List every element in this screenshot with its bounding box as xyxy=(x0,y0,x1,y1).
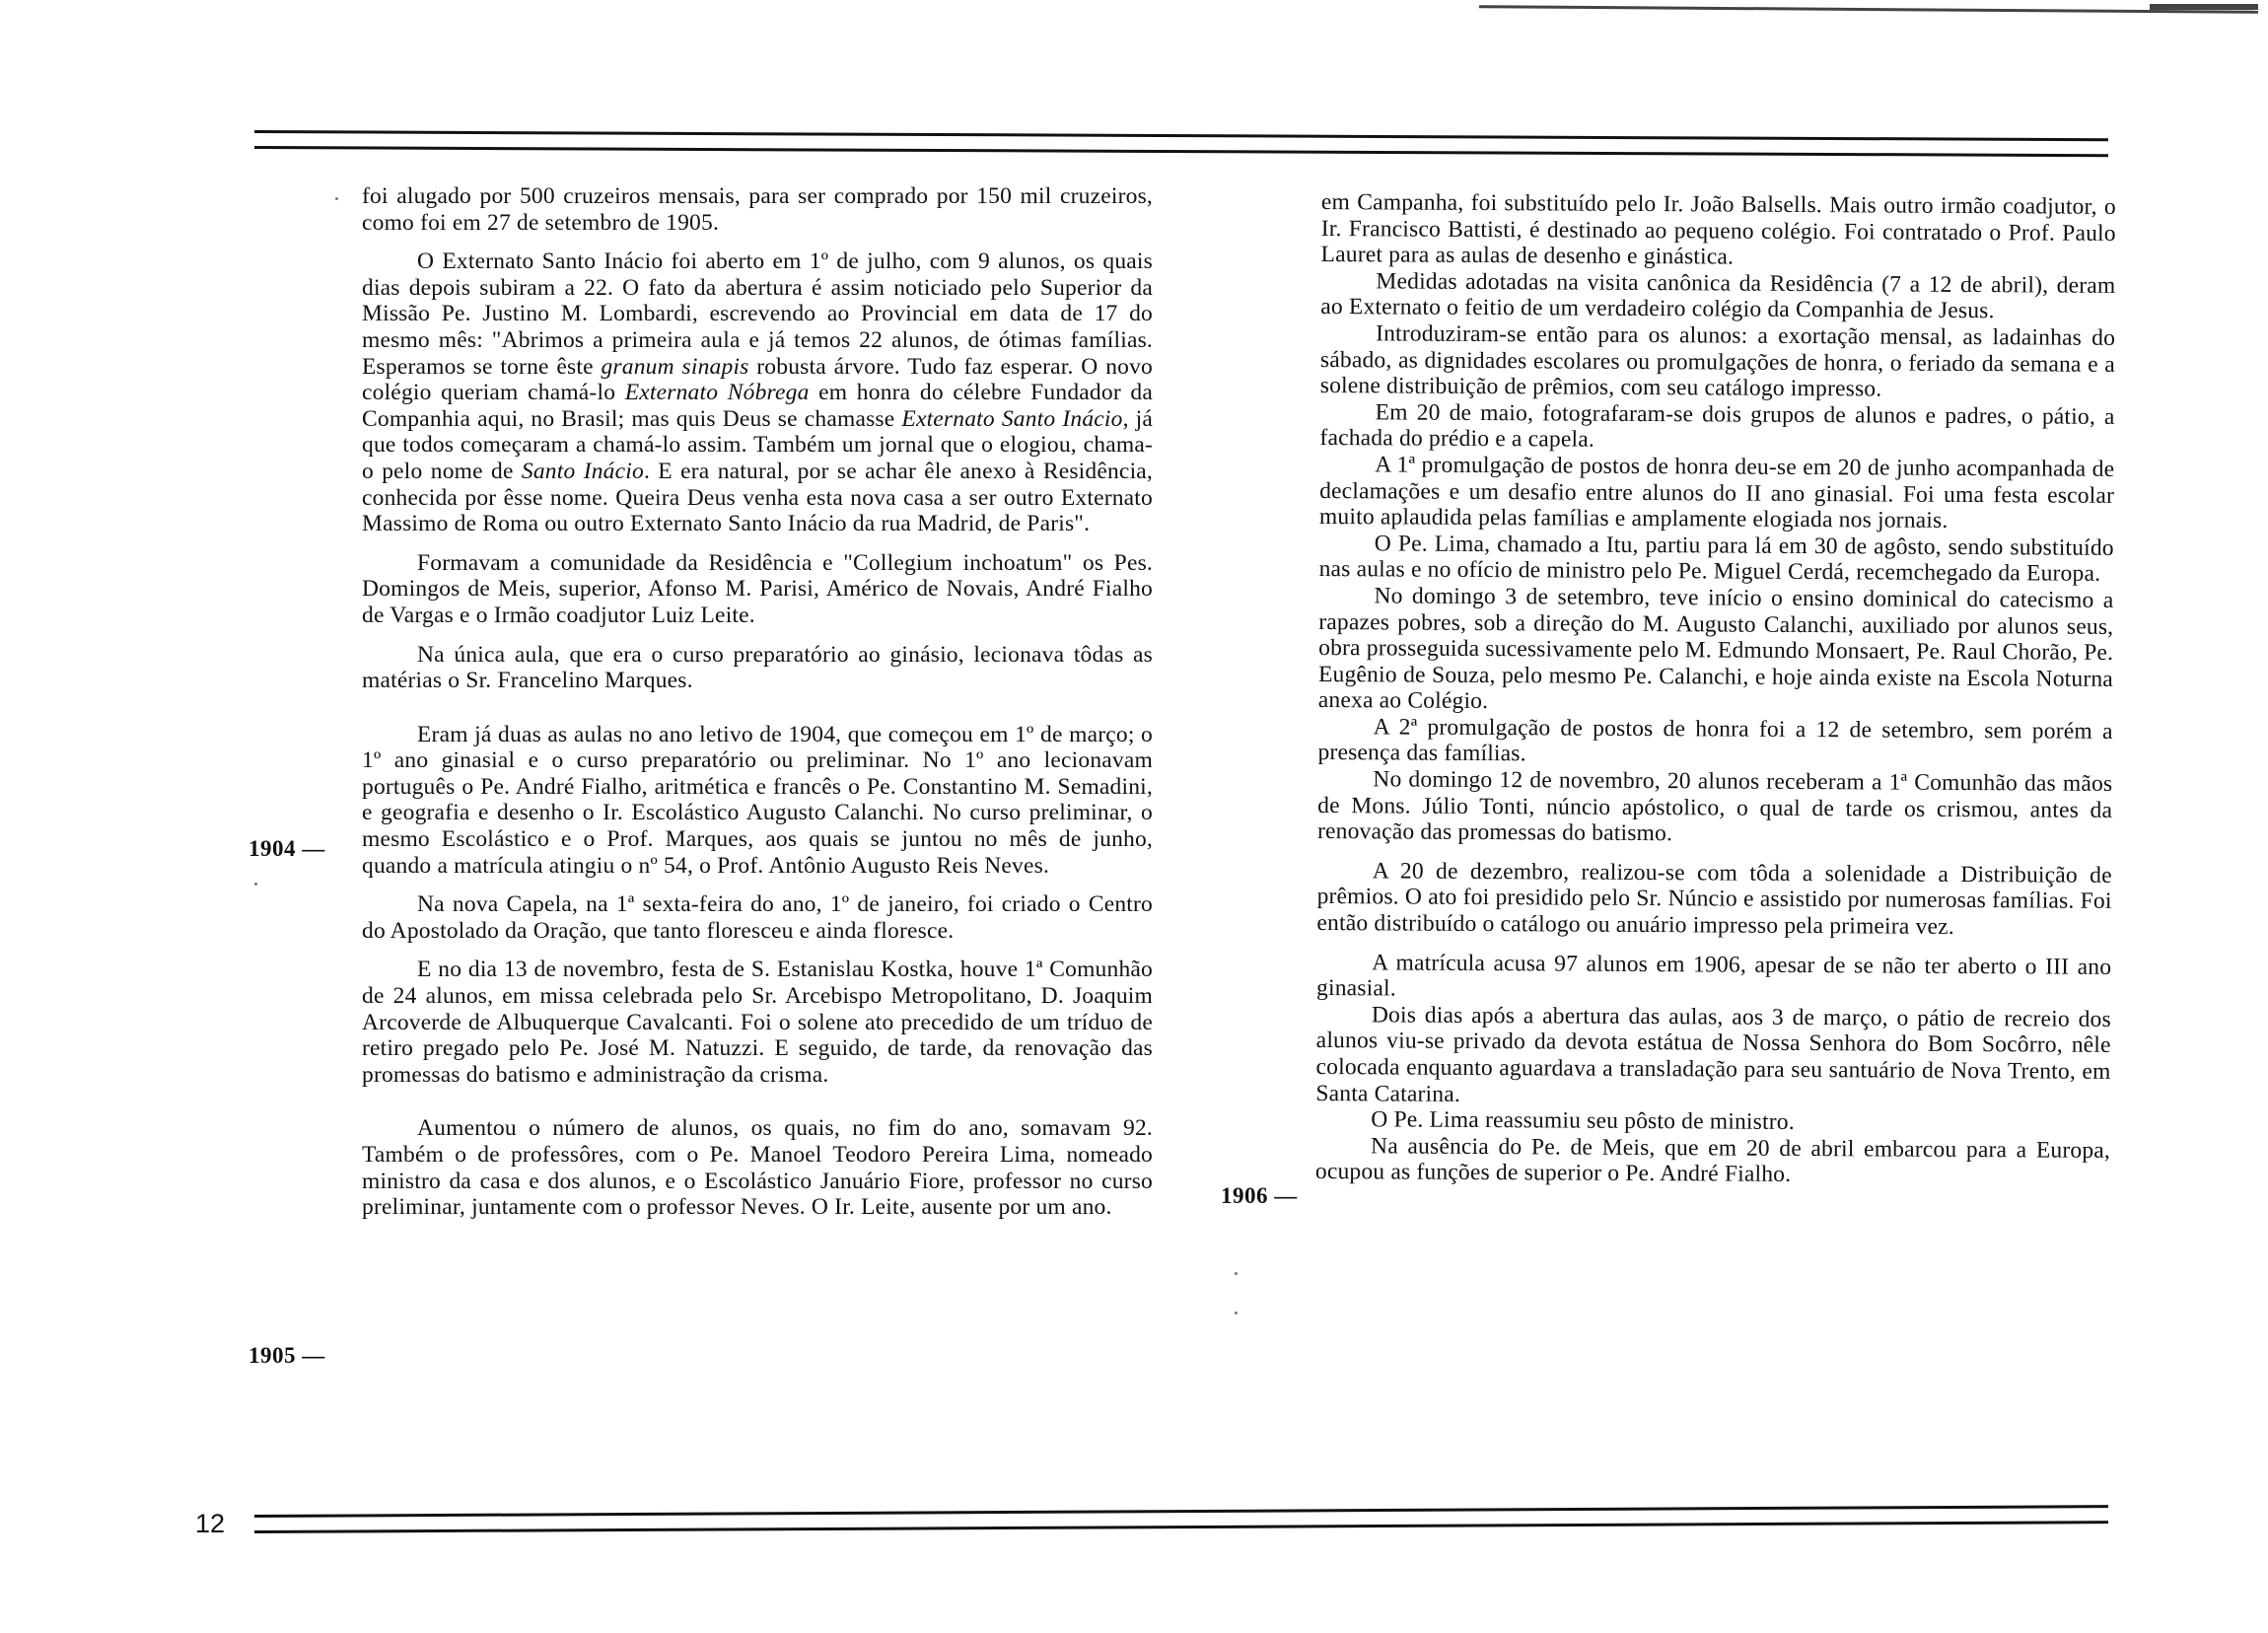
paragraph: Introduziram-se então para os alunos: a exortação mensal, as ladainhas do sábado, as dignidades escolares ou promulgações de honra, o feriado da semana e a solene distribuição de prêmios, com seu catálogo impresso. xyxy=(1319,320,2116,402)
paragraph-1906: A matrícula acusa 97 alunos em 1906, apesar de se não ter aberto o III ano ginasial. xyxy=(1315,949,2112,1002)
paragraph: A 1ª promulgação de postos de honra deu-se em 20 de junho acompanhada de declamações e um desafio entre alunos do II ano ginasial. Foi uma festa escolar muito aplaudida pelas famílias e amplamente elogiada nos jornais. xyxy=(1318,452,2115,534)
left-column xyxy=(362,183,1153,1221)
paragraph: E no dia 13 de novembro, festa de S. Estanislau Kostka, houve 1ª Comunhão de 24 alunos, em missa celebrada pelo Sr. Arcebispo Metropolitano, D. Joaquim Arcoverde de Albuquerque Cavalcanti. Foi o solene ato precedido de um tríduo de retiro pregado pelo Pe. José M. Natuzzi. E seguido, de tarde, da renovação das promessas do batismo e administração da crisma. xyxy=(362,957,1153,1088)
text-run: . E era natural, por se achar êle anexo à Residência, conhecida por êsse nome. Queira Deus venha esta nova casa a ser outro Externato Massimo de Roma ou outro Externato Santo Inácio da rua Madrid, de Paris". xyxy=(362,458,1154,537)
paragraph-1904: Eram já duas as aulas no ano letivo de 1904, que começou em 1º de março; o 1º ano ginasial e o curso preparatório ou preliminar. No 1º ano lecionavam português o Pe. André Fialho, aritmética e francês o Pe. Constantino M. Semadini, e geografia e desenho o Ir. Escolástico Augusto Calanchi. No curso preliminar, o mesmo Escolástico e o Prof. Marques, aos quais se juntou no mês de junho, quando a matrícula atingiu o nº 54, o Prof. Antônio Augusto Reis Neves. xyxy=(362,721,1153,879)
paragraph: foi alugado por 500 cruzeiros mensais, para ser comprado por 150 mil cruzeiros, como foi em 27 de setembro de 1905. xyxy=(362,183,1153,236)
right-column xyxy=(1315,189,2116,1190)
scan-speck xyxy=(1235,1272,1238,1275)
paragraph: em Campanha, foi substituído pelo Ir. João Balsells. Mais outro irmão coadjutor, o Ir. Francisco Battisti, é destinado ao pequeno colégio. Foi contratado o Prof. Paulo Lauret para as aulas de desenho e ginástica. xyxy=(1320,189,2116,270)
text-run: robusta árvore. Tudo faz esperar. O novo colégio queriam chamá-lo xyxy=(362,353,1153,406)
year-marker-1906: 1906 — xyxy=(1221,1183,1298,1208)
year-marker-1904: 1904 — xyxy=(248,836,325,861)
header-rule-top xyxy=(254,130,2108,141)
paragraph: Na única aula, que era o curso preparatório ao ginásio, lecionava tôdas as matérias o Sr. Francelino Marques. xyxy=(362,641,1153,694)
paragraph: Na ausência do Pe. de Meis, que em 20 de abril embarcou para a Europa, ocupou as funções de superior o Pe. André Fialho. xyxy=(1314,1133,2111,1188)
paragraph: O Pe. Lima, chamado a Itu, partiu para lá em 30 de agôsto, sendo substituído nas aulas e no ofício de ministro pelo Pe. Miguel Cerdá, recemchegado da Europa. xyxy=(1318,531,2114,588)
paragraph: A 20 de dezembro, realizou-se com tôda a solenidade a Distribuição de prêmios. O ato foi presidido pelo Sr. Núncio e assistido por numerosas famílias. Foi então distribuído o catálogo ou anuário impresso pela primeira vez. xyxy=(1316,858,2112,940)
italic-term: Externato Santo Inácio xyxy=(901,405,1123,432)
paragraph xyxy=(362,248,1153,537)
paragraph: O Pe. Lima reassumiu seu pôsto de ministro. xyxy=(1371,1106,1795,1136)
paragraph-1905: Aumentou o número de alunos, os quais, no fim do ano, somavam 92. Também o de professôres, com o Pe. Manoel Teodoro Pereira Lima, nomeado ministro da casa e dos alunos, e o Escolástico Januário Fiore, professor no curso preliminar, juntamente com o professor Neves. O Ir. Leite, ausente por um ano. xyxy=(362,1115,1153,1221)
paragraph: A 2ª promulgação de postos de honra foi a 12 de setembro, sem porém a presença das famílias. xyxy=(1317,714,2113,767)
paragraph: Em 20 de maio, fotografaram-se dois grupos de alunos e padres, o pátio, a fachada do prédio e a capela. xyxy=(1319,399,2115,454)
paragraph: Medidas adotadas na visita canônica da Residência (7 a 12 de abril), deram ao Externato o feitio de um verdadeiro colégio da Companhia de Jesus. xyxy=(1320,268,2116,324)
scan-speck xyxy=(254,883,257,886)
text-run: em honra do célebre Fundador da Companhia aqui, no Brasil; mas quis Deus se chamasse xyxy=(362,380,1153,432)
paragraph: No domingo 12 de novembro, 20 alunos receberam a 1ª Comunhão das mãos de Mons. Júlio Tonti, núncio apóstolico, o qual de tarde os crismou, antes da renovação das promessas do batismo. xyxy=(1316,766,2113,847)
footer-rule-top xyxy=(254,1505,2108,1518)
paragraph: Na nova Capela, na 1ª sexta-feira do ano, 1º de janeiro, foi criado o Centro do Apostolado da Oração, que tanto floresceu e ainda floresce. xyxy=(362,891,1153,944)
scan-speck xyxy=(1235,1312,1238,1314)
scan-artifact-top xyxy=(1479,5,2258,14)
paragraph: Formavam a comunidade da Residência e "Collegium inchoatum" os Pes. Domingos de Meis, superior, Afonso M. Parisi, Américo de Novais, André Fialho de Vargas e o Irmão coadjutor Luiz Leite. xyxy=(362,549,1153,628)
scan-speck xyxy=(335,197,338,200)
scan-artifact-top-2 xyxy=(2150,4,2258,10)
paragraph: No domingo 3 de setembro, teve início o ensino dominical do catecismo a rapazes pobres, sob a direção do M. Augusto Calanchi, auxiliado por alunos seus, obra prosseguida sucessivamente pelo M. Edmundo Monsaert, Pe. Raul Chorão, Pe. Eugênio de Souza, pelo mesmo Pe. Calanchi, e hoje ainda existe na Escola Noturna anexa ao Colégio. xyxy=(1317,583,2114,715)
footer-rule-bottom xyxy=(254,1521,2108,1533)
page-number: 12 xyxy=(195,1509,226,1538)
header-rule-bottom xyxy=(254,146,2108,157)
italic-term: Externato Nóbrega xyxy=(624,380,810,406)
text-run: , já que todos começaram a chamá-lo assim. Também um jornal que o elogiou, chama-o pelo nome de xyxy=(362,405,1154,484)
paragraph: Dois dias após a abertura das aulas, aos 3 de março, o pátio de recreio dos alunos viu-se privado da devota estátua de Nossa Senhora do Bom Socôrro, nêle colocada enquanto aguardava a transladação para seu santuário de Nova Trento, em Santa Catarina. xyxy=(1315,1002,2111,1107)
italic-term: Santo Inácio xyxy=(521,458,644,484)
italic-term: granum sinapis xyxy=(601,353,749,380)
text-run: O Externato Santo Inácio foi aberto em 1º de julho, com 9 alunos, os quais dias depois subiram a 22. O fato da abertura é assim noticiado pelo Superior da Missão Pe. Justino M. Lombardi, escrevendo ao Provincial em data de 17 do mesmo mês: "Abrimos a primeira aula e já temos 22 alunos, de ótimas famílias. Esperamos se torne êste xyxy=(362,248,1153,380)
year-marker-1905: 1905 — xyxy=(248,1343,325,1368)
